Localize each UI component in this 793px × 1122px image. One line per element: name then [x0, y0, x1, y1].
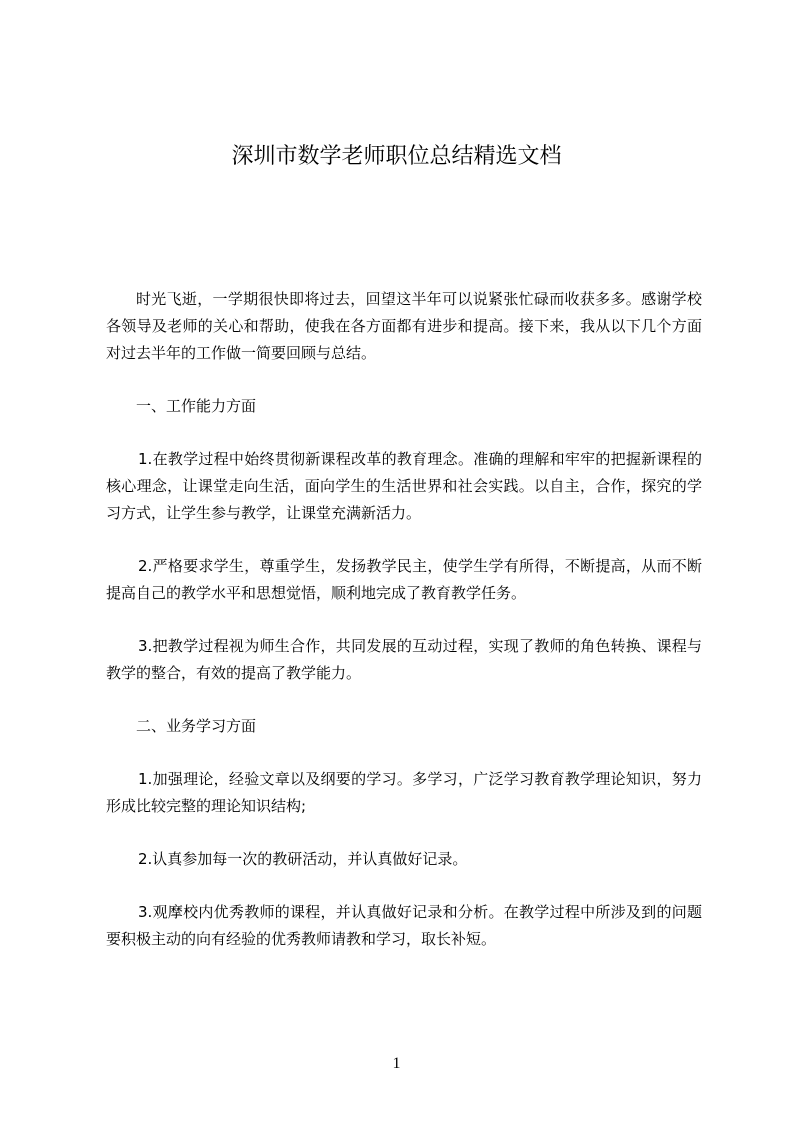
intro-paragraph: 时光飞逝，一学期很快即将过去，回望这半年可以说紧张忙碌而收获多多。感谢学校各领导及老师的关心和帮助，使我在各方面都有进步和提高。接下来，我从以下几个方面对过去半年的工作做一简要回顾与总结。	[106, 290, 702, 362]
work-ability-item-2: 2.严格要求学生，尊重学生，发扬教学民主，使学生学有所得，不断提高，从而不断提高自己的教学水平和思想觉悟，顺利地完成了教育教学任务。	[106, 557, 702, 602]
work-ability-item-3: 3.把教学过程视为师生合作，共同发展的互动过程，实现了教师的角色转换、课程与教学的整合，有效的提高了教学能力。	[106, 637, 702, 682]
section-heading-work-ability: 一、工作能力方面	[136, 397, 257, 415]
work-ability-item-1: 1.在教学过程中始终贯彻新课程改革的教育理念。准确的理解和牢牢的把握新课程的核心理念，让课堂走向生活，面向学生的生活世界和社会实践。以自主，合作，探究的学习方式，让学生参与教学，让课堂充满新活力。	[106, 450, 702, 522]
business-study-item-1: 1.加强理论，经验文章以及纲要的学习。多学习，广泛学习教育教学理论知识，努力形成比较完整的理论知识结构;	[106, 770, 702, 815]
section-heading-business-study: 二、业务学习方面	[136, 717, 257, 735]
page-number: 1	[392, 1055, 401, 1072]
business-study-item-3: 3.观摩校内优秀教师的课程，并认真做好记录和分析。在教学过程中所涉及到的问题要积极主动的向有经验的优秀教师请教和学习，取长补短。	[106, 903, 702, 948]
document-body	[106, 286, 702, 979]
document-title: 深圳市数学老师职位总结精选文档	[231, 144, 562, 169]
business-study-item-2: 2.认真参加每一次的教研活动，并认真做好记录。	[138, 850, 468, 868]
